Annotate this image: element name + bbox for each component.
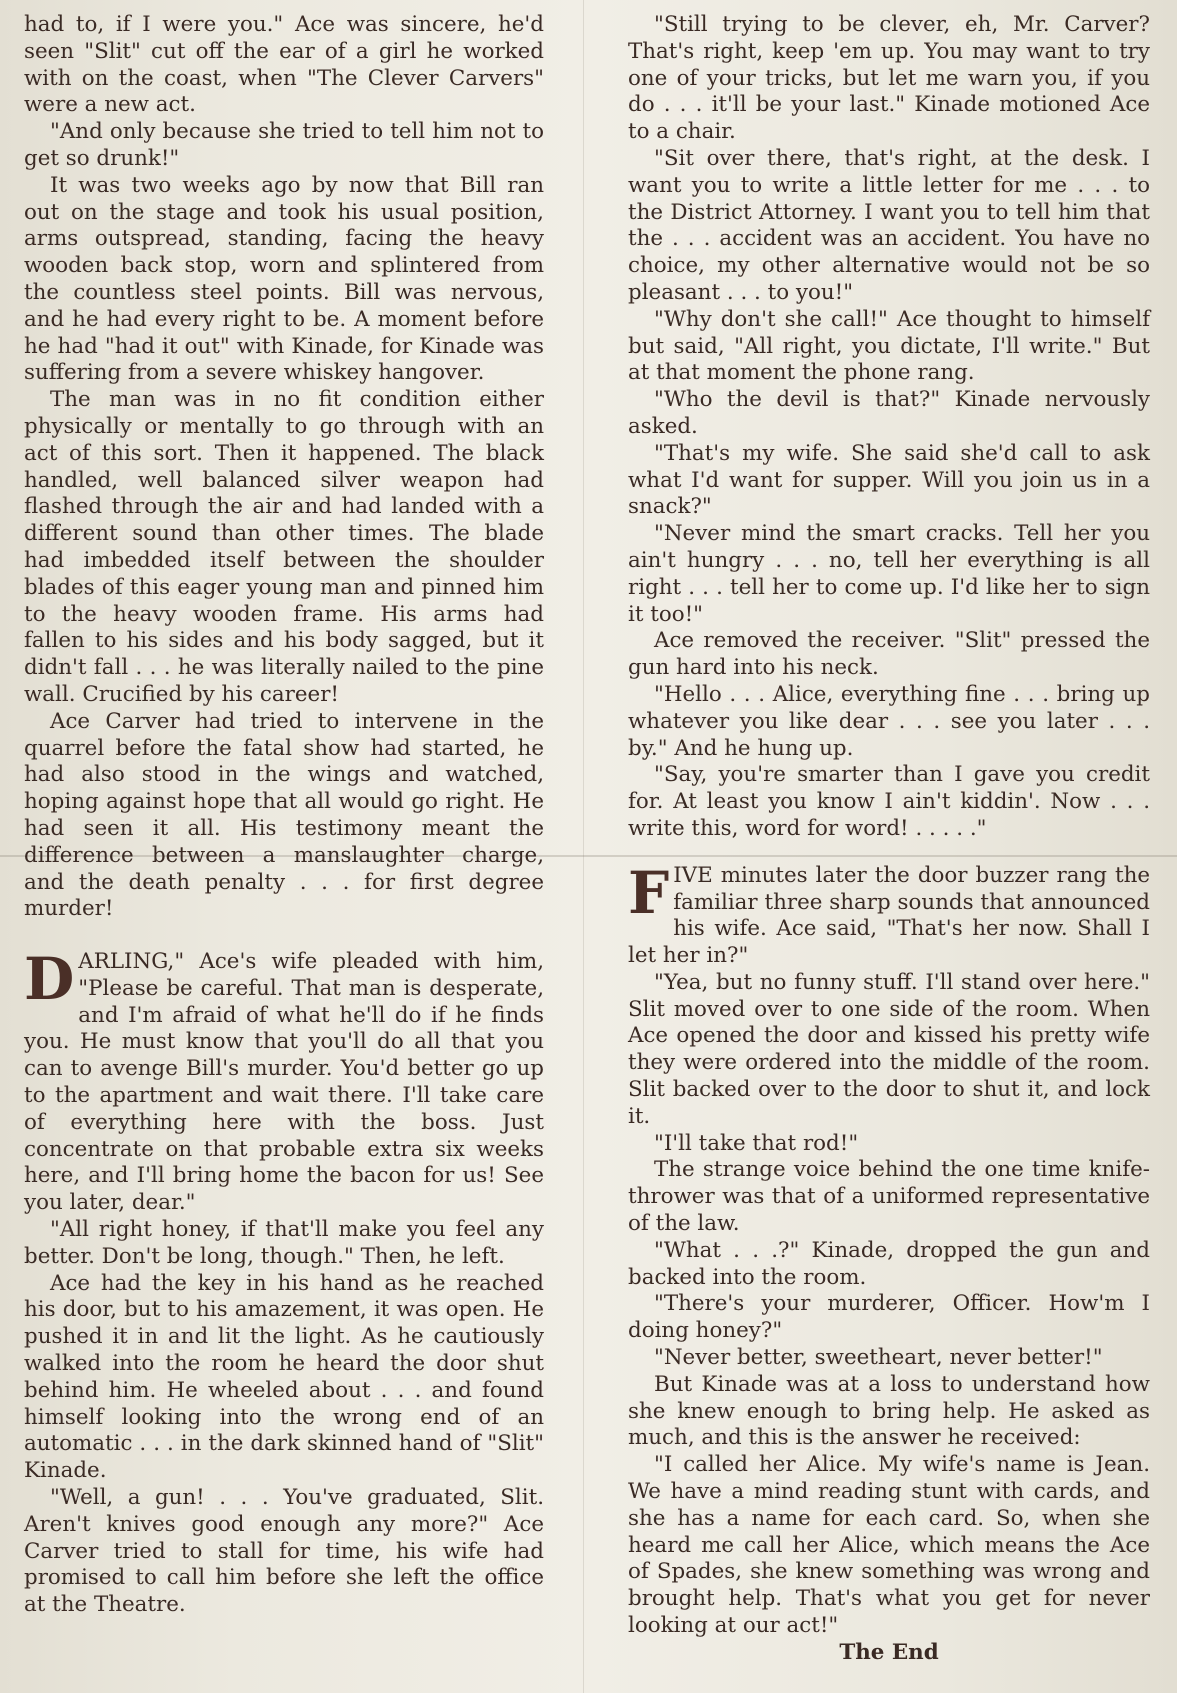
center-crease: [583, 0, 584, 1693]
section-break: [24, 923, 544, 949]
paragraph: The man was in no fit condition either physically or mentally to go through with an act of this sort. Then it happened. The black handled, well balanced silver weapon had flashed through the air and had landed with a different sound than other times. The blade had imbedded itself between the shoulder blades of this eager young man and pinned him to the heavy wooden frame. His arms had fallen to his sides and his body sagged, but it didn't fall . . . he was literally nailed to the pine wall. Crucified by his career!: [24, 387, 544, 707]
paragraph: "That's my wife. She said she'd call to ask what I'd want for supper. Will you join us in a snack?": [628, 440, 1150, 520]
paragraph: "Well, a gun! . . . You've graduated, Slit. Aren't knives good enough any more?" Ace Carver tried to stall for time, his wife had promised to call him before she left the office at the Theatre.: [24, 1485, 544, 1618]
paragraph: "Never mind the smart cracks. Tell her you ain't hungry . . . no, tell her everything is all right . . . tell her to come up. I'd like her to sign it too!": [628, 521, 1150, 627]
paragraph: "Why don't she call!" Ace thought to himself but said, "All right, you dictate, I'll write." But at that moment the phone rang.: [628, 306, 1150, 386]
paragraph: "What . . .?" Kinade, dropped the gun and backed into the room.: [628, 1237, 1150, 1290]
paragraph: Ace Carver had tried to intervene in the quarrel before the fatal show had started, he had also stood in the wings and watched, hoping against hope that all would go right. He had seen it all. His testimony meant the difference between a manslaughter charge, and the death penalty . . . for first degree murder!: [24, 708, 544, 922]
drop-cap: D: [24, 945, 75, 1014]
paragraph: "Say, you're smarter than I gave you credit for. At least you know I ain't kiddin'. Now . . . write this, word for word! . . . . .": [628, 762, 1150, 841]
paragraph: "I called her Alice. My wife's name is Jean. We have a mind reading stunt with cards, and she has a name for each card. So, when she heard me call her Alice, which means the Ace of Spades, she knew something was wrong and brought help. That's what you get for never looking at our act!": [628, 1452, 1150, 1639]
paragraph: "Yea, but no funny stuff. I'll stand over here." Slit moved over to one side of the room. When Ace opened the door and kissed his pretty wife they were ordered into the middle of the room. Slit backed over to the door to shut it, and lock it.: [628, 969, 1150, 1129]
paragraph-text: IVE minutes later the door buzzer rang the familiar three sharp sounds that announced his wife. Ace said, "That's her now. Shall I let her in?": [628, 862, 1150, 969]
paragraph: "There's your murderer, Officer. How'm I doing honey?": [628, 1291, 1150, 1344]
paragraph-with-dropcap: [628, 858, 1150, 970]
the-end-label: The End: [839, 1639, 939, 1665]
paragraph: "Sit over there, that's right, at the desk. I want you to write a little letter for me . . . to the District Attorney. I want you to tell him that the . . . accident was an accident. You have no choice, my other alternative would not be so pleasant . . . to you!": [628, 145, 1150, 305]
paragraph: "Never better, sweetheart, never better!": [654, 1345, 1103, 1371]
paragraph: But Kinade was at a loss to understand how she knew enough to bring help. He asked as much, and this is the answer he received:: [628, 1371, 1150, 1451]
paragraph: Ace removed the receiver. "Slit" pressed the gun hard into his neck.: [628, 628, 1150, 681]
paragraph-with-dropcap: [24, 945, 544, 1217]
paragraph: "Hello . . . Alice, everything fine . . . bring up whatever you like dear . . . see you later . . . by." And he hung up.: [628, 681, 1150, 761]
paragraph: "I'll take that rod!": [654, 1130, 859, 1156]
paragraph: "Who the devil is that?" Kinade nervously asked.: [628, 387, 1150, 439]
section-break: [628, 843, 1150, 863]
right-column: [628, 12, 1150, 1667]
paragraph: "Still trying to be clever, eh, Mr. Carver? That's right, keep 'em up. You may want to try one of your tricks, but let me warn you, if you do . . . it'll be your last." Kinade motioned Ace to a chair.: [628, 12, 1150, 145]
paragraph: Ace had the key in his hand as he reached his door, but to his amazement, it was open. He pushed it in and lit the light. As he cautiously walked into the room he heard the door shut behind him. He wheeled about . . . and found himself looking into the wrong end of an automatic . . . in the dark skinned hand of "Slit" Kinade.: [24, 1270, 544, 1484]
paragraph: "And only because she tried to tell him not to get so drunk!": [24, 119, 544, 171]
paragraph: It was two weeks ago by now that Bill ran out on the stage and took his usual position, arms outspread, standing, facing the heavy wooden back stop, worn and splintered from the countless steel points. Bill was nervous, and he had every right to be. A moment before he had "had it out" with Kinade, for Kinade was suffering from a severe whiskey hangover.: [24, 172, 544, 386]
paragraph-text: ARLING," Ace's wife pleaded with him, "Please be careful. That man is desperate, and I'm afraid of what he'll do if he finds you. He must know that you'll do all that you can to avenge Bill's murder. You'd better go up to the apartment and wait there. I'll take care of everything here with the boss. Just concentrate on that probable extra six weeks here, and I'll bring home the bacon for us! See you later, dear.": [24, 949, 544, 1216]
paragraph: had to, if I were you." Ace was sincere, he'd seen "Slit" cut off the ear of a girl he worked with on the coast, when "The Clever Carvers" were a new act.: [24, 12, 544, 118]
paragraph: The strange voice behind the one time knife-thrower was that of a uniformed representative of the law.: [628, 1157, 1150, 1237]
left-column: [24, 12, 544, 1619]
drop-cap: F: [628, 858, 670, 927]
paragraph: "All right honey, if that'll make you feel any better. Don't be long, though." Then, he left.: [24, 1217, 544, 1269]
